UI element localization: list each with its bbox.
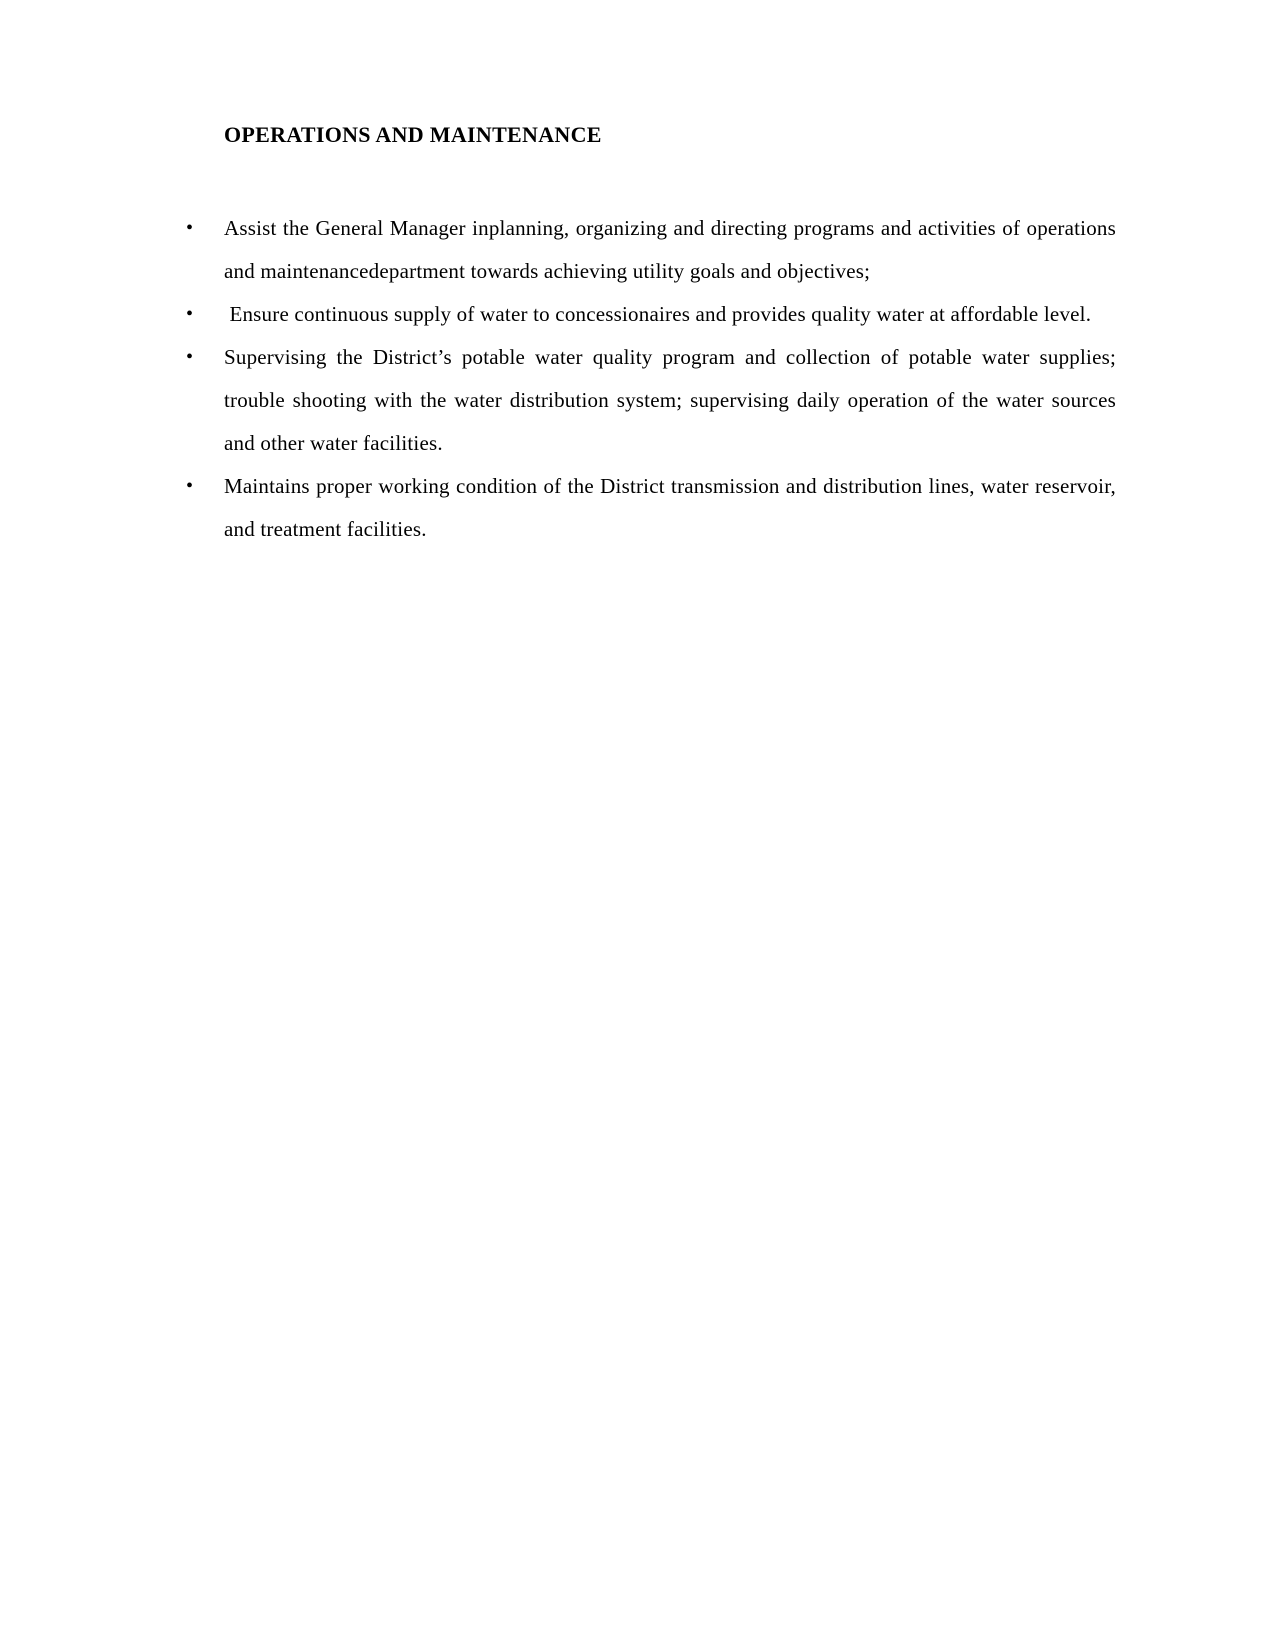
- list-item: [186, 207, 1116, 293]
- list-item: [186, 336, 1116, 465]
- list-item: [186, 465, 1116, 551]
- list-item-text: Maintains proper working condition of the District transmission and distribution lines, water reservoir, and treatment facilities.: [224, 474, 1116, 541]
- list-item-text: Ensure continuous supply of water to concessionaires and provides quality water at affordable level.: [224, 302, 1092, 326]
- responsibilities-list: [186, 207, 1116, 551]
- section-heading: OPERATIONS AND MAINTENANCE: [224, 122, 602, 147]
- list-item-text: Supervising the District’s potable water quality program and collection of potable water supplies; trouble shooting with the water distribution system; supervising daily operation of the water sources and other water facilities.: [224, 345, 1116, 455]
- bullet-icon: •: [186, 346, 194, 368]
- list-item-text: Assist the General Manager inplanning, organizing and directing programs and activities of operations and maintenancedepartment towards achieving utility goals and objectives;: [224, 216, 1116, 283]
- bullet-icon: •: [186, 303, 194, 325]
- list-item: [186, 293, 1116, 336]
- bullet-icon: •: [186, 475, 194, 497]
- bullet-icon: •: [186, 217, 194, 239]
